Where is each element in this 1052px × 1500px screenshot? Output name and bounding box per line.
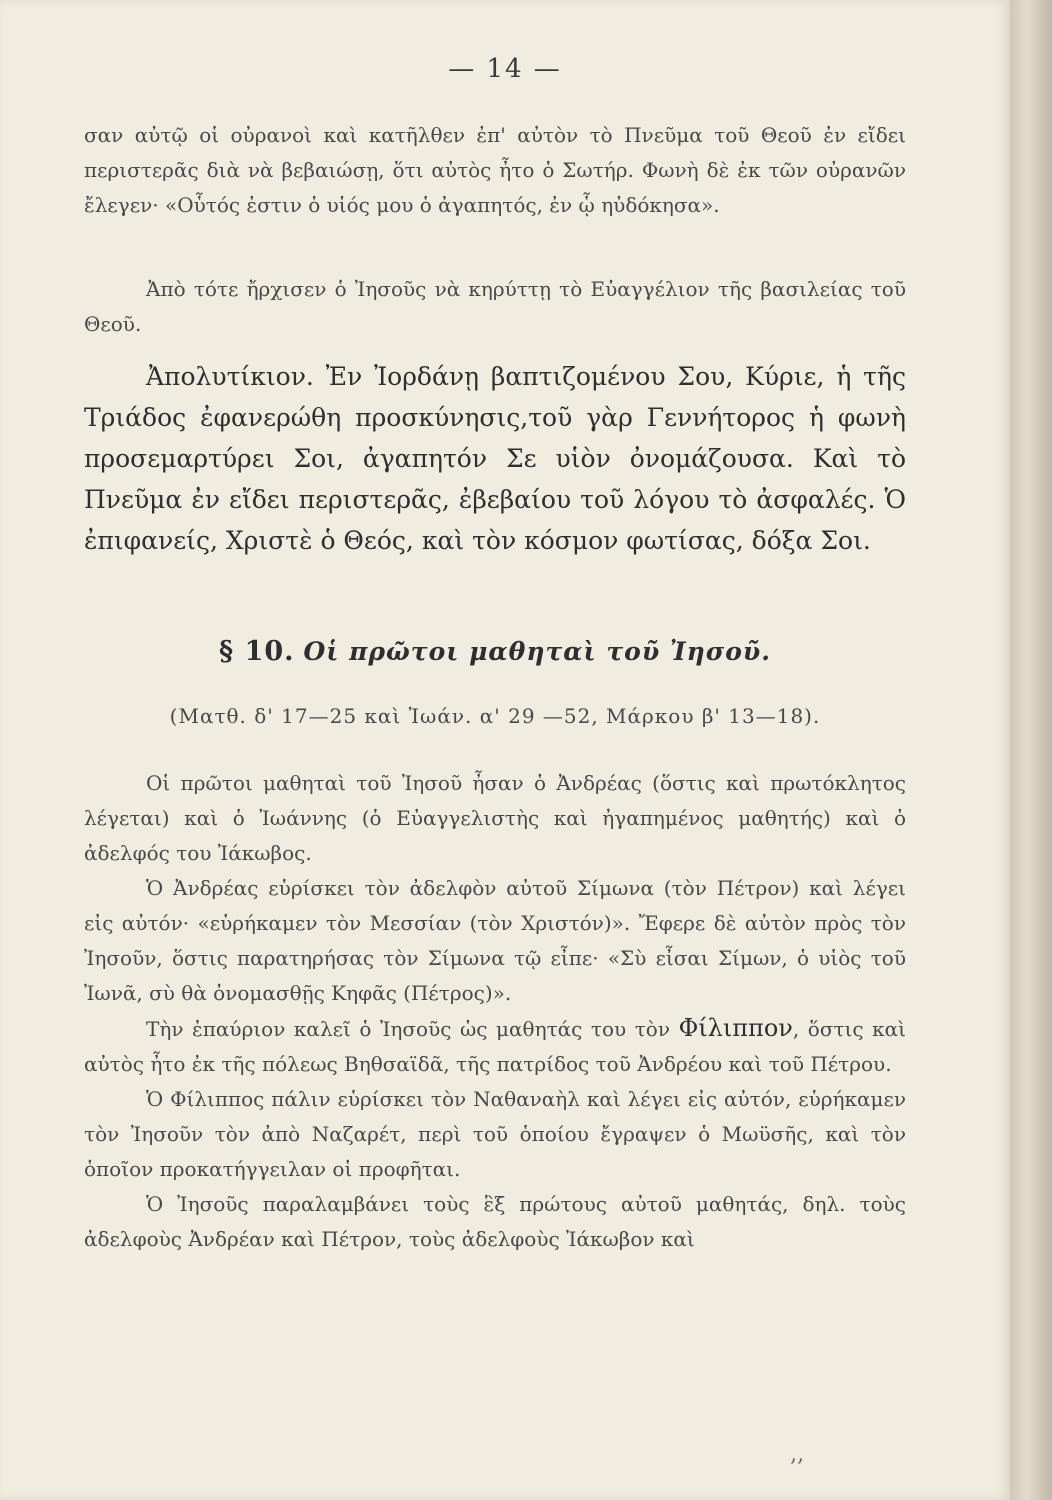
scripture-reference: (Ματθ. δ' 17—25 καὶ Ἰωάν. α' 29 —52, Μάρκου β' 13—18).: [169, 704, 821, 728]
paragraph-apolytikion: [84, 356, 906, 561]
section-heading: [84, 636, 906, 667]
body-paragraph: Ὁ Ἀνδρέας εὑρίσκει τὸν ἀδελφὸν αὐτοῦ Σίμωνα (τὸν Πέτρον) καὶ λέγει εἰς αὐτόν· «εὑρήκαμεν τὸν Μεσσίαν (τὸν Χριστόν)». Ἔφερε δὲ αὐτὸν πρὸς τὸν Ἰησοῦν, ὅστις παρατηρήσας τὸν Σίμωνα τῷ εἶπε· «Σὺ εἶσαι Σίμων, ὁ υἱὸς τοῦ Ἰωνᾶ, σὺ θὰ ὀνομασθῇς Κηφᾶς (Πέτρος)».: [84, 876, 906, 1005]
body-paragraph: Ὁ Ἰησοῦς παραλαμβάνει τοὺς ἓξ πρώτους αὐτοῦ μαθητάς, δηλ. τοὺς ἀδελφοὺς Ἀνδρέαν καὶ Πέτρον, τοὺς ἀδελφοὺς Ἰάκωβον καὶ: [84, 1192, 906, 1251]
body-text: , ὅστις καὶ αὐτὸς ἦτο ἐκ τῆς πόλεως Βηθσαϊδᾶ, τῆς πατρίδος τοῦ Ἀνδρέου καὶ τοῦ Πέτρου.: [84, 1017, 906, 1076]
section-body: [84, 766, 906, 1257]
body-text: Τὴν ἐπαύριον καλεῖ ὁ Ἰησοῦς ὡς μαθητάς του τὸν: [146, 1017, 679, 1041]
body-paragraph: [84, 1011, 906, 1082]
paragraph-continuation: [84, 118, 906, 223]
bottom-mark: ‚‚: [790, 1442, 804, 1467]
paragraph-text: Ἀπὸ τότε ἤρχισεν ὁ Ἰησοῦς νὰ κηρύττῃ τὸ Εὐαγγέλιον τῆς βασιλείας τοῦ Θεοῦ.: [84, 277, 906, 336]
paragraph-text: σαν αὐτῷ οἱ οὐρανοὶ καὶ κατῆλθεν ἐπ' αὐτὸν τὸ Πνεῦμα τοῦ Θεοῦ ἐν εἴδει περιστερᾶς διὰ νὰ βεβαιώσῃ, ὅτι αὐτὸς ἦτο ὁ Σωτήρ. Φωνὴ δὲ ἐκ τῶν οὐρανῶν ἔλεγεν· «Οὗτός ἐστιν ὁ υἱός μου ὁ ἀγαπητός, ἐν ᾧ ηὐδόκησα».: [84, 123, 906, 217]
page-edge: [1010, 0, 1052, 1500]
page-number: — 14 —: [448, 54, 562, 84]
paragraph-preaching: [84, 272, 906, 342]
section-title: Οἱ πρῶτοι μαθηταὶ τοῦ Ἰησοῦ.: [303, 637, 771, 666]
body-paragraph: Ὁ Φίλιππος πάλιν εὑρίσκει τὸν Ναθαναὴλ καὶ λέγει εἰς αὐτόν, εὑρήκαμεν τὸν Ἰησοῦν τὸν ἀπὸ Ναζαρέτ, περὶ τοῦ ὁποίου ἔγραψεν ὁ Μωϋσῆς, καὶ τὸν ὁποῖον προκατήγγειλαν οἱ προφῆται.: [84, 1087, 906, 1181]
emphasized-name: Φίλιππον: [678, 1014, 793, 1042]
section-number: § 10.: [219, 636, 295, 667]
body-paragraph: Οἱ πρῶτοι μαθηταὶ τοῦ Ἰησοῦ ἦσαν ὁ Ἀνδρέας (ὅστις καὶ πρωτόκλητος λέγεται) καὶ ὁ Ἰωάννης (ὁ Εὐαγγελιστὴς καὶ ἠγαπημένος μαθητής) καὶ ὁ ἀδελφός του Ἰάκωβος.: [84, 771, 906, 865]
apolytikion-text: Ἀπολυτίκιον. Ἐν Ἰορδάνῃ βαπτιζομένου Σου, Κύριε, ἡ τῆς Τριάδος ἐφανερώθη προσκύνησις,τοῦ γὰρ Γεννήτορος ἡ φωνὴ προσεμαρτύρει Σοι, ἀγαπητόν Σε υἱὸν ὀνομάζουσα. Καὶ τὸ Πνεῦμα ἐν εἴδει περιστερᾶς, ἐβεβαίου τοῦ λόγου τὸ ἀσφαλές. Ὁ ἐπιφανείς, Χριστὲ ὁ Θεός, καὶ τὸν κόσμον φωτίσας, δόξα Σοι.: [84, 362, 906, 555]
